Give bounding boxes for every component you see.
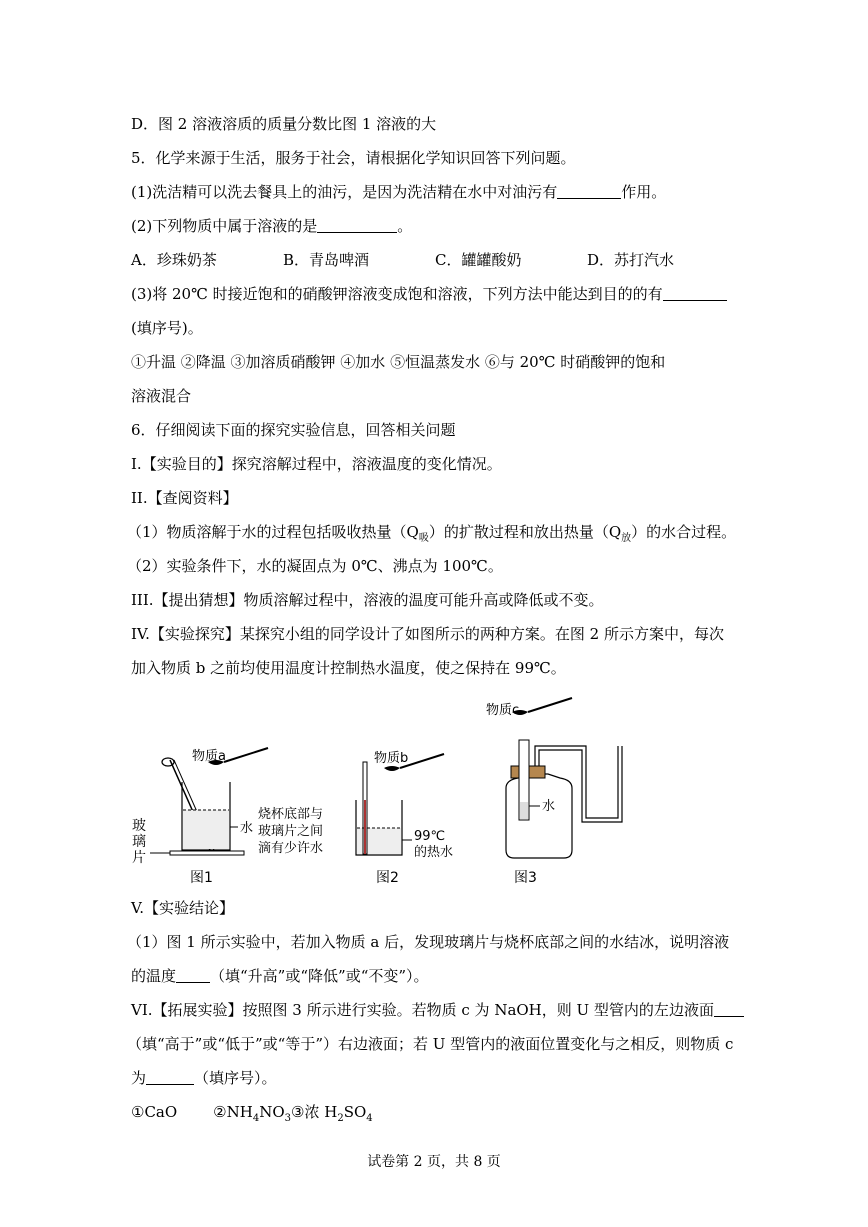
question-5-1 [131, 182, 666, 202]
ref1-sub-release: 放 [621, 533, 632, 544]
ext-text: VI.【拓展实验】按照图 3 所示进行实验。若物质 c 为 NaOH，则 U 型管内的左边液面 [131, 1001, 714, 1019]
question-5-title: 5．化学来源于生活，服务于社会，请根据化学知识回答下列问题。 [131, 149, 576, 167]
flask [506, 774, 572, 858]
extension-choices [131, 1102, 373, 1129]
answer-blank[interactable] [663, 284, 727, 301]
spoon-a-handle [224, 748, 268, 762]
q5-3-choices: ①升温 ②降温 ③加溶质硝酸钾 ④加水 ⑤恒温蒸发水 ⑥与 20℃ 时硝酸钾的饱和 [131, 353, 666, 371]
conclusion-heading: V.【实验结论】 [131, 899, 234, 917]
reference-heading: II.【查阅资料】 [131, 489, 238, 507]
c1-text: 的温度 [131, 967, 177, 985]
q5-1-text: (1)洗洁精可以洗去餐具上的油污，是因为洗洁精在水中对油污有 [131, 183, 558, 201]
ext-ans-tail: （填序号）。 [194, 1069, 277, 1087]
q5-2-tail: 。 [397, 217, 413, 235]
fig3-water-label: 水 [542, 799, 556, 814]
answer-blank[interactable] [557, 182, 621, 199]
page-footer: 试卷第 2 页，共 8 页 [367, 1154, 501, 1170]
extension-experiment [131, 1000, 744, 1020]
question-5-2 [131, 216, 412, 236]
c1-tail: （填“升高”或“降低”或“不变”）。 [210, 967, 429, 985]
ref1-b: ）的扩散过程和放出热量（Q [428, 523, 622, 541]
glass-slide [170, 851, 244, 855]
hypothesis: III.【提出猜想】物质溶解过程中，溶液的温度可能升高或降低或不变。 [131, 591, 604, 609]
q5-1-tail: 作用。 [621, 183, 667, 201]
fig1-caption: 图1 [190, 870, 213, 886]
option-a: A．珍珠奶茶 [131, 251, 217, 269]
experiment-figures [120, 690, 640, 890]
answer-blank[interactable] [714, 1000, 744, 1017]
choice-3: ③浓 $H_2SO_4$ [291, 1103, 373, 1124]
option-d-line: D．图 2 溶液溶质的质量分数比图 1 溶液的大 [131, 115, 437, 133]
exploration-cont: 加入物质 b 之前均使用温度计控制热水温度，使之保持在 99℃。 [131, 659, 566, 677]
figure-1 [132, 748, 323, 886]
reference-2: （2）实验条件下，水的凝固点为 0℃、沸点为 100℃。 [127, 557, 503, 575]
fig2-caption: 图2 [376, 870, 399, 886]
conclusion-1: （1）图 1 所示实验中，若加入物质 a 后，发现玻璃片与烧杯底部之间的水结冰，说明溶液 [127, 933, 730, 951]
option-d: D．苏打汽水 [587, 251, 675, 269]
fig1-glass-label-2: 璃 [132, 834, 146, 850]
fig1-substance-label: 物质a [192, 749, 226, 764]
q5-2-text: (2)下列物质中属于溶液的是 [131, 217, 318, 235]
options-row [131, 250, 674, 270]
question-6-title: 6．仔细阅读下面的探究实验信息，回答相关问题 [131, 421, 456, 439]
fig2-hot-water-label: 的热水 [414, 845, 454, 860]
spoon-c-handle [528, 698, 572, 712]
fig2-temp-label: 99℃ [414, 829, 446, 844]
q5-3-text: (3)将 20℃ 时接近饱和的硝酸钾溶液变成饱和溶液，下列方法中能达到目的的有 [131, 285, 663, 303]
answer-blank[interactable] [317, 216, 397, 233]
fig1-water-label: 水 [240, 821, 254, 836]
fig3-caption: 图3 [514, 870, 537, 886]
ref1-c: ）的水合过程。 [631, 523, 737, 541]
fig1-glass-label-1: 玻 [132, 818, 146, 834]
test-tube-water [520, 802, 528, 819]
option-b: B．青岛啤酒 [283, 251, 370, 269]
figure-3 [486, 698, 622, 886]
conclusion-1-cont [131, 966, 429, 986]
answer-blank[interactable] [176, 966, 210, 983]
fig2-substance-label: 物质b [374, 751, 409, 766]
spoon-b-icon [384, 766, 400, 771]
fig3-substance-label: 物质c [486, 703, 520, 718]
ext-ans-text: 为 [131, 1069, 147, 1087]
ref1-sub-absorb: 吸 [418, 533, 429, 544]
fig1-glass-label-3: 片 [132, 850, 146, 866]
option-c: C．罐罐酸奶 [435, 251, 522, 269]
fig1-note-1: 烧杯底部与 [258, 807, 324, 822]
reference-1 [127, 522, 736, 549]
answer-blank[interactable] [146, 1068, 194, 1085]
extension-cont: （填“高于”或“低于”或“等于”）右边液面；若 U 型管内的液面位置变化与之相反，则物质 c [127, 1035, 734, 1053]
extension-answer [131, 1068, 277, 1088]
figure-2 [356, 750, 453, 886]
experiment-purpose: I.【实验目的】探究溶解过程中，溶液温度的变化情况。 [131, 455, 502, 473]
q5-3-hint: (填序号)。 [131, 319, 203, 337]
beaker-1-water [183, 810, 229, 849]
choice-1: ①CaO [131, 1103, 178, 1121]
question-5-3 [131, 284, 727, 304]
exploration: IV.【实验探究】某探究小组的同学设计了如图所示的两种方案。在图 2 所示方案中，每次 [131, 625, 724, 643]
thermometer-mercury [364, 800, 366, 854]
fig1-note-2: 玻璃片之间 [258, 824, 324, 839]
q5-3-choices-cont: 溶液混合 [131, 387, 192, 405]
ref1-a: （1）物质溶解于水的过程包括吸收热量（Q [127, 523, 419, 541]
beaker-2-water [357, 828, 401, 854]
fig1-note-3: 滴有少许水 [258, 841, 324, 856]
choice-2: $②NH_4NO_3$ [213, 1103, 292, 1124]
